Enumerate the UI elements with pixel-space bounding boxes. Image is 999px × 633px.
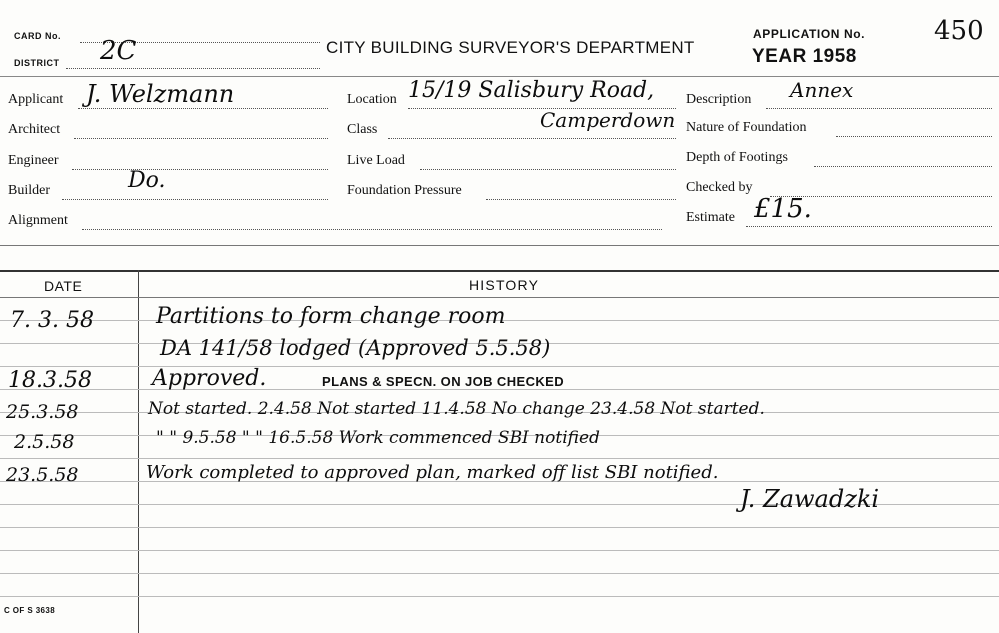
engineer-label: Engineer	[8, 153, 59, 168]
builder-value: Do.	[128, 168, 166, 193]
history-entry: Partitions to form change room	[156, 304, 506, 329]
history-entry: Work completed to approved plan, marked off list SBI notified.	[146, 462, 719, 483]
builder-line	[62, 199, 328, 200]
location-value: 15/19 Salisbury Road,	[408, 78, 655, 103]
ruled-line	[0, 550, 999, 551]
depth-of-footings-label: Depth of Footings	[686, 150, 788, 165]
history-date: 2.5.58	[14, 431, 75, 453]
estimate-value: £15.	[754, 194, 812, 224]
architect-label: Architect	[8, 122, 61, 137]
history-entry: Approved.	[152, 366, 267, 391]
application-label: APPLICATION No.	[753, 27, 866, 41]
foundation-pressure-line	[486, 199, 676, 200]
live-load-line	[420, 169, 676, 170]
ruled-line	[0, 389, 999, 390]
ruled-line	[0, 366, 999, 367]
alignment-line	[82, 229, 662, 230]
engineer-line	[72, 169, 328, 170]
ruled-line	[0, 573, 999, 574]
architect-line	[74, 138, 328, 139]
date-header: DATE	[44, 278, 83, 294]
department-title: CITY BUILDING SURVEYOR'S DEPARTMENT	[326, 38, 695, 57]
history-date: 7. 3. 58	[10, 308, 94, 333]
application-number: 450	[934, 16, 984, 46]
ruled-line	[0, 527, 999, 528]
description-line	[766, 108, 992, 109]
year-label: YEAR 1958	[752, 46, 857, 67]
estimate-label: Estimate	[686, 210, 735, 225]
fields-bottom-rule	[0, 245, 999, 246]
depth-of-footings-line	[814, 166, 992, 167]
class-value: Camperdown	[540, 108, 676, 132]
form-code: C OF S 3638	[4, 606, 56, 615]
location-label: Location	[347, 92, 397, 107]
history-header: HISTORY	[469, 277, 540, 293]
builder-label: Builder	[8, 183, 50, 198]
history-date: 23.5.58	[6, 464, 79, 486]
class-line	[388, 138, 676, 139]
description-value: Annex	[790, 78, 854, 102]
history-date: 25.3.58	[6, 401, 79, 423]
card-no-label: CARD No.	[14, 31, 61, 41]
history-top-rule	[0, 270, 999, 272]
history-entry: Not started. 2.4.58 Not started 11.4.58 No change 23.4.58 Not started.	[148, 399, 765, 419]
header-rule	[0, 297, 999, 298]
ruled-line	[0, 458, 999, 459]
description-label: Description	[686, 92, 752, 107]
class-label: Class	[347, 122, 378, 137]
district-value: 2C	[100, 36, 137, 66]
date-column-divider	[138, 270, 139, 633]
plans-checked-stamp: PLANS & SPECN. ON JOB CHECKED	[322, 374, 565, 389]
district-line	[66, 68, 320, 69]
applicant-line	[78, 108, 328, 109]
fields-top-rule	[0, 76, 999, 77]
nature-of-foundation-label: Nature of Foundation	[686, 120, 807, 135]
ruled-line	[0, 596, 999, 597]
history-entry: " " 9.5.58 " " 16.5.58 Work commenced SBI notified	[156, 428, 600, 448]
applicant-label: Applicant	[8, 92, 64, 107]
foundation-pressure-label: Foundation Pressure	[347, 183, 462, 198]
district-label: DISTRICT	[14, 58, 60, 68]
nature-of-foundation-line	[836, 136, 992, 137]
checked-by-label: Checked by	[686, 180, 753, 195]
live-load-label: Live Load	[347, 153, 405, 168]
applicant-value: J. Welzmann	[86, 80, 235, 108]
history-entry: DA 141/58 lodged (Approved 5.5.58)	[160, 336, 551, 360]
history-date: 18.3.58	[8, 368, 92, 393]
surveyor-signature: J. Zawadzki	[740, 485, 880, 513]
estimate-line	[746, 226, 992, 227]
alignment-label: Alignment	[8, 213, 68, 228]
